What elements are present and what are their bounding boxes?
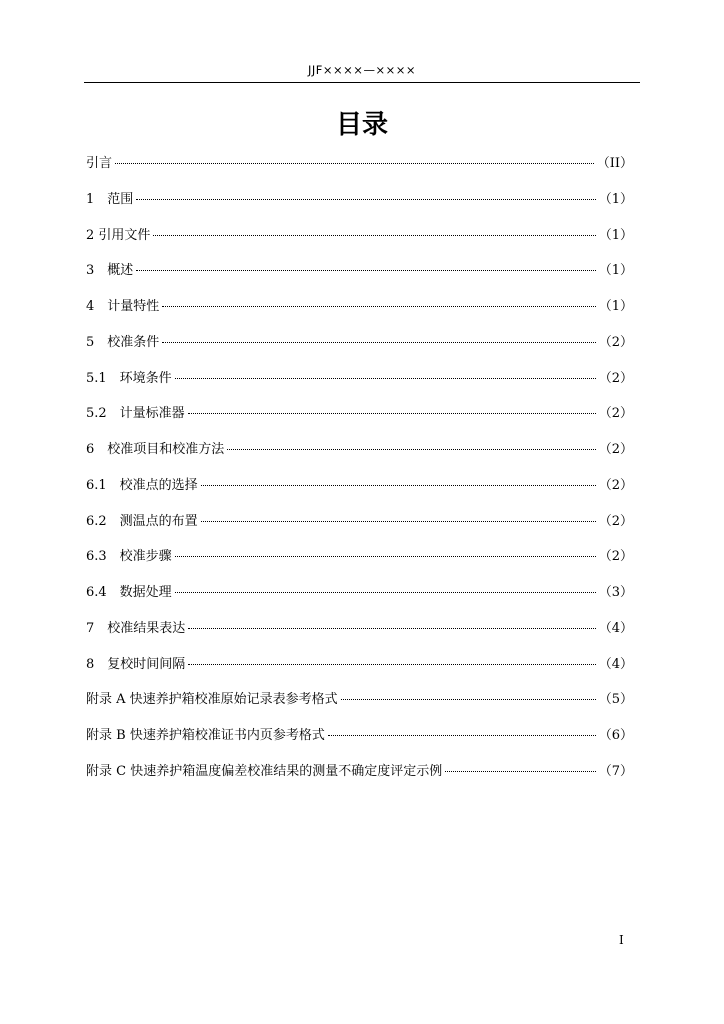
- page-title: 目录: [335, 110, 388, 140]
- toc-entry[interactable]: [86, 295, 633, 331]
- toc-entry-title: 引言: [86, 156, 113, 171]
- toc-entry[interactable]: [86, 581, 633, 617]
- toc-leader-dots: [188, 664, 595, 665]
- toc-leader-dots: [153, 235, 595, 236]
- toc-leader-dots: [115, 163, 594, 164]
- toc-entry-page: （1）: [598, 299, 633, 314]
- toc-leader-dots: [136, 199, 595, 200]
- toc-entry-page: （2）: [598, 370, 633, 386]
- toc-entry[interactable]: [86, 259, 633, 295]
- toc-entry-title: 2 引用文件: [86, 227, 151, 243]
- header-divider: [84, 82, 640, 83]
- toc-entry[interactable]: [86, 224, 633, 260]
- toc-entry[interactable]: [86, 760, 633, 796]
- toc-leader-dots: [162, 306, 595, 307]
- toc-leader-dots: [201, 521, 596, 522]
- toc-entry[interactable]: [86, 545, 633, 581]
- toc-entry-page: （3）: [598, 585, 633, 600]
- toc-leader-dots: [175, 592, 596, 593]
- toc-entry-page: （1）: [598, 191, 633, 207]
- toc-entry-title: 5.1 环境条件: [86, 370, 172, 386]
- toc-entry-page: （2）: [598, 513, 633, 529]
- toc-entry-page: （2）: [598, 406, 633, 422]
- toc-entry-title: 5.2 计量标准器: [86, 406, 185, 422]
- toc-leader-dots: [341, 699, 596, 700]
- toc-entry-page: （4）: [598, 656, 633, 672]
- toc-entry[interactable]: [86, 402, 633, 438]
- toc-entry-title: 附录 A 快速养护箱校准原始记录表参考格式: [86, 692, 338, 708]
- toc-leader-dots: [175, 378, 596, 379]
- toc-entry-page: （2）: [598, 477, 633, 493]
- toc-entry[interactable]: [86, 510, 633, 546]
- toc-entry[interactable]: [86, 724, 633, 760]
- toc-leader-dots: [188, 413, 596, 414]
- toc-entry-page: （1）: [598, 227, 633, 243]
- toc-entry-page: （7）: [598, 763, 633, 779]
- toc-entry-title: 附录 B 快速养护箱校准证书内页参考格式: [86, 728, 325, 743]
- toc-leader-dots: [188, 628, 595, 629]
- toc-entry[interactable]: [86, 438, 633, 474]
- toc-leader-dots: [136, 270, 595, 271]
- toc-entry-page: （4）: [598, 620, 633, 636]
- toc-leader-dots: [227, 449, 595, 450]
- document-code-header: JJF××××—××××: [308, 63, 416, 77]
- toc-entry-title: 6.4 数据处理: [86, 585, 172, 600]
- toc-entry-page: （6）: [598, 728, 633, 743]
- toc-entry-title: 5 校准条件: [86, 334, 160, 350]
- toc-entry-title: 8 复校时间间隔: [86, 656, 186, 672]
- toc-entry[interactable]: [86, 474, 633, 510]
- toc-entry[interactable]: [86, 188, 633, 224]
- toc-entry-page: （5）: [598, 692, 633, 708]
- toc-entry-page: （2）: [598, 334, 633, 350]
- table-of-contents: [86, 152, 633, 796]
- toc-entry-page: （2）: [598, 549, 633, 565]
- toc-leader-dots: [201, 485, 596, 486]
- toc-entry-title: 4 计量特性: [86, 299, 160, 314]
- toc-entry[interactable]: [86, 688, 633, 724]
- page-number: I: [619, 933, 624, 947]
- toc-entry[interactable]: [86, 653, 633, 689]
- toc-entry-title: 6.2 测温点的布置: [86, 513, 198, 529]
- toc-entry[interactable]: [86, 367, 633, 403]
- toc-entry-title: 7 校准结果表达: [86, 620, 186, 636]
- toc-entry-page: （2）: [598, 442, 633, 457]
- toc-entry[interactable]: [86, 331, 633, 367]
- toc-entry-title: 6 校准项目和校准方法: [86, 442, 225, 457]
- toc-entry-page: （II）: [596, 156, 633, 171]
- toc-leader-dots: [175, 556, 596, 557]
- toc-entry-title: 6.1 校准点的选择: [86, 477, 198, 493]
- toc-leader-dots: [162, 342, 595, 343]
- toc-entry[interactable]: [86, 617, 633, 653]
- toc-entry-title: 1 范围: [86, 191, 134, 207]
- toc-entry-title: 6.3 校准步骤: [86, 549, 172, 565]
- toc-leader-dots: [328, 735, 596, 736]
- toc-entry-title: 3 概述: [86, 263, 134, 279]
- toc-entry-page: （1）: [598, 263, 633, 279]
- toc-entry-title: 附录 C 快速养护箱温度偏差校准结果的测量不确定度评定示例: [86, 763, 443, 779]
- toc-leader-dots: [445, 771, 596, 772]
- toc-entry[interactable]: [86, 152, 633, 188]
